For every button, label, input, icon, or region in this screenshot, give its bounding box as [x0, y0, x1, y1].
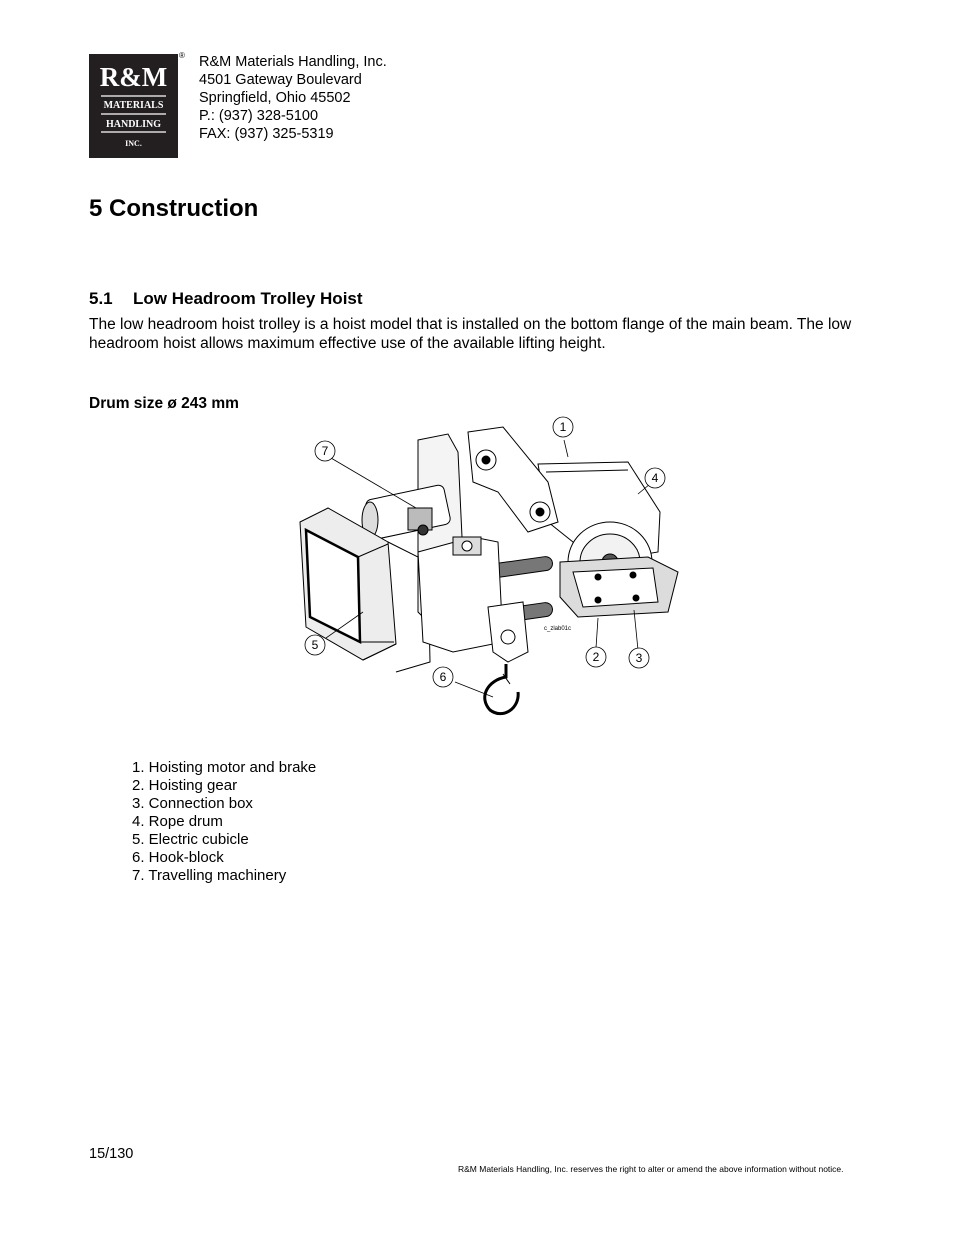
- intro-paragraph: The low headroom hoist trolley is a hoist model that is installed on the bottom flange of the main beam. The low headroom hoist allows maximum effective use of the available lifting height.: [89, 316, 852, 352]
- callout-label-5: 5: [311, 638, 319, 652]
- footer-disclaimer: R&M Materials Handling, Inc. reserves the right to alter or amend the above information without notice.: [458, 1164, 844, 1174]
- callout-label-6: 6: [439, 670, 447, 684]
- hook-block: [485, 602, 528, 714]
- logo-mark: R&M: [99, 62, 168, 92]
- subsection-title: Low Headroom Trolley Hoist: [133, 289, 363, 308]
- logo-line-handling: HANDLING: [105, 119, 162, 130]
- legend-item: 1. Hoisting motor and brake: [132, 759, 317, 776]
- address-line: R&M Materials Handling, Inc.: [199, 54, 387, 70]
- page-number: 15/130: [89, 1146, 134, 1162]
- registered-mark: ®: [179, 51, 185, 60]
- logo-line-inc: INC.: [125, 139, 142, 148]
- company-address: [199, 53, 387, 143]
- legend-item: 6. Hook-block: [132, 849, 224, 866]
- callout-label-2: 2: [592, 650, 600, 664]
- legend-item: 3. Connection box: [132, 795, 253, 812]
- legend-item: 2. Hoisting gear: [132, 777, 238, 794]
- component-legend: [132, 759, 316, 885]
- callout-label-1: 1: [559, 420, 567, 434]
- connection-box: [560, 557, 678, 617]
- subsection-number: 5.1: [89, 289, 113, 308]
- logo-line-materials: MATERIALS: [103, 100, 164, 111]
- address-line: P.: (937) 328-5100: [199, 108, 319, 124]
- company-logo: [89, 54, 178, 158]
- legend-item: 4. Rope drum: [132, 813, 223, 830]
- callout-label-3: 3: [635, 651, 643, 665]
- hoist-drawing: [298, 412, 688, 722]
- drawing-code: c_zlab01c: [544, 626, 572, 632]
- figure-caption: Drum size ø 243 mm: [89, 395, 239, 412]
- address-line: FAX: (937) 325-5319: [199, 126, 334, 142]
- callout-label-4: 4: [651, 471, 659, 485]
- callout-label-7: 7: [321, 444, 329, 458]
- legend-item: 7. Travelling machinery: [132, 867, 287, 884]
- section-title: 5 Construction: [89, 195, 259, 222]
- address-line: Springfield, Ohio 45502: [199, 90, 351, 106]
- legend-item: 5. Electric cubicle: [132, 831, 249, 848]
- address-line: 4501 Gateway Boulevard: [199, 72, 362, 88]
- subsection-heading: [89, 289, 363, 309]
